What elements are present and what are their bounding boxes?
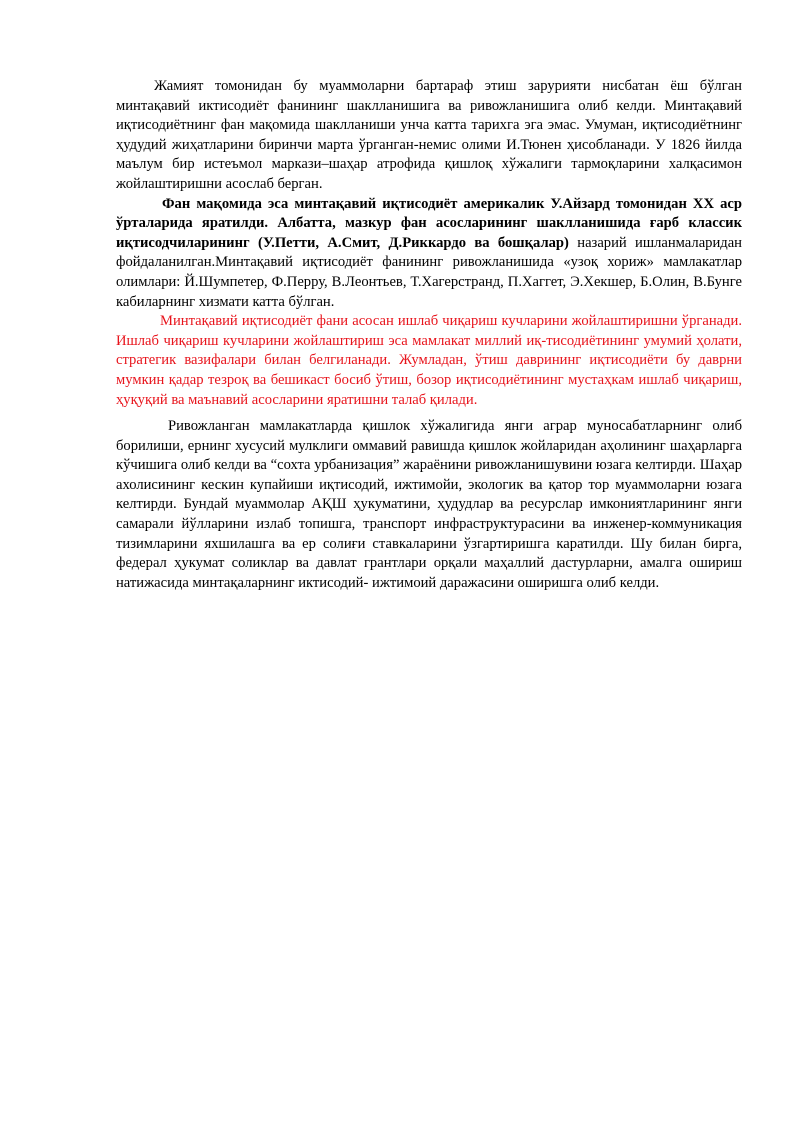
paragraph-history-rest: назарий ишланмаларидан фойдаланилган.Минтақавий иқтисодиёт фанининг ривожланишида «узоқ хориж» мамлакатлар олимлари: Й.Шумпетер, Ф.Перру, В.Леонтьев, Т.Хагерстранд, П.Хаггет, Э.Хекшер, Б.Олин, В.Бунге кабиларнинг хизмати катта бўлган. bbox=[116, 234, 742, 310]
paragraph-highlighted-red: Минтақавий иқтисодиёт фани асосан ишлаб чиқариш кучларини жойлаштиришни ўрганади. Ишлаб чиқариш кучларини жойлаштириш эса мамлакат миллий иқ-тисодиётининг умумий ҳолати, стратегик вазифалари билан белгиланади. Жумладан, ўтиш даврининг иқтисодиёти бу даврни мумкин қадар тезроқ ва бешикаст босиб ўтиш, бозор иқтисодиётининг мустаҳкам ишлаб чиқариш, ҳуқуқий ва маънавий асосларини яратишни талаб қилади. bbox=[116, 313, 742, 408]
paragraph-developed-countries: Ривожланган мамлакатларда қишлок хўжалигида янги аграр муносабатларнинг олиб борилиши, ернинг хусусий мулклиги оммавий равишда қишлок жойларидан аҳолининг шаҳарларга кўчишига олиб келди ва “сохта урбанизация” жараёнини ривожланишувини юзага келтирди. Шаҳар ахолисининг кескин купайиши иқтисодий, ижтимойи, экологик ва қатор тор муаммоларни юзага келтирди. Бундай муаммолар АҚШ ҳукуматини, ҳудудлар ва ресурслар имкониятларининг янги самарали йўлларини излаб топишга, транспорт инфраструктурасини ва инженер-коммуникация тизимларини яхшилашга ва ер солиғи ставкаларини ўзгартиришга каратилди. Шу билан бирга, федерал ҳукумат соликлар ва давлат грантлари орқали маҳаллий дастурларни, амалга ошириш натижасида минтақаларнинг иктисодий- ижтимоий даражасини оширишга олиб келди. bbox=[116, 418, 742, 591]
paragraph-history bbox=[116, 195, 742, 313]
paragraph-history-bold: Фан мақомида эса минтақавий иқтисодиёт америкалик У.Айзард томонидан ХХ аср ўрталарида яратилди. Албатта, мазкур фан асосларининг шаклланишида ғарб классик иқтисодчиларининг (У.Петти, А.Смит, Д.Риккардо ва бошқалар) bbox=[116, 195, 742, 251]
document-page bbox=[116, 77, 742, 593]
paragraph-intro: Жамият томонидан бу муаммоларни бартараф этиш зарурияти нисбатан ёш бўлган минтақавий иктисодиёт фанининг шаклланишига ва ривожланишига олиб келди. Минтақавий иқтисодиётнинг фан мақомида шаклланиши унча катта тарихга эга эмас. Умуман, иқтисодиётнинг ҳудудий жиҳатларини биринчи марта ўрганган-немис олими И.Тюнен ҳисобланади. У 1826 йилда маълум бир истеъмол маркази–шаҳар атрофида қишлоқ хўжалиги тармоқларини халқасимон жойлаштиришни асослаб берган. bbox=[116, 78, 742, 192]
